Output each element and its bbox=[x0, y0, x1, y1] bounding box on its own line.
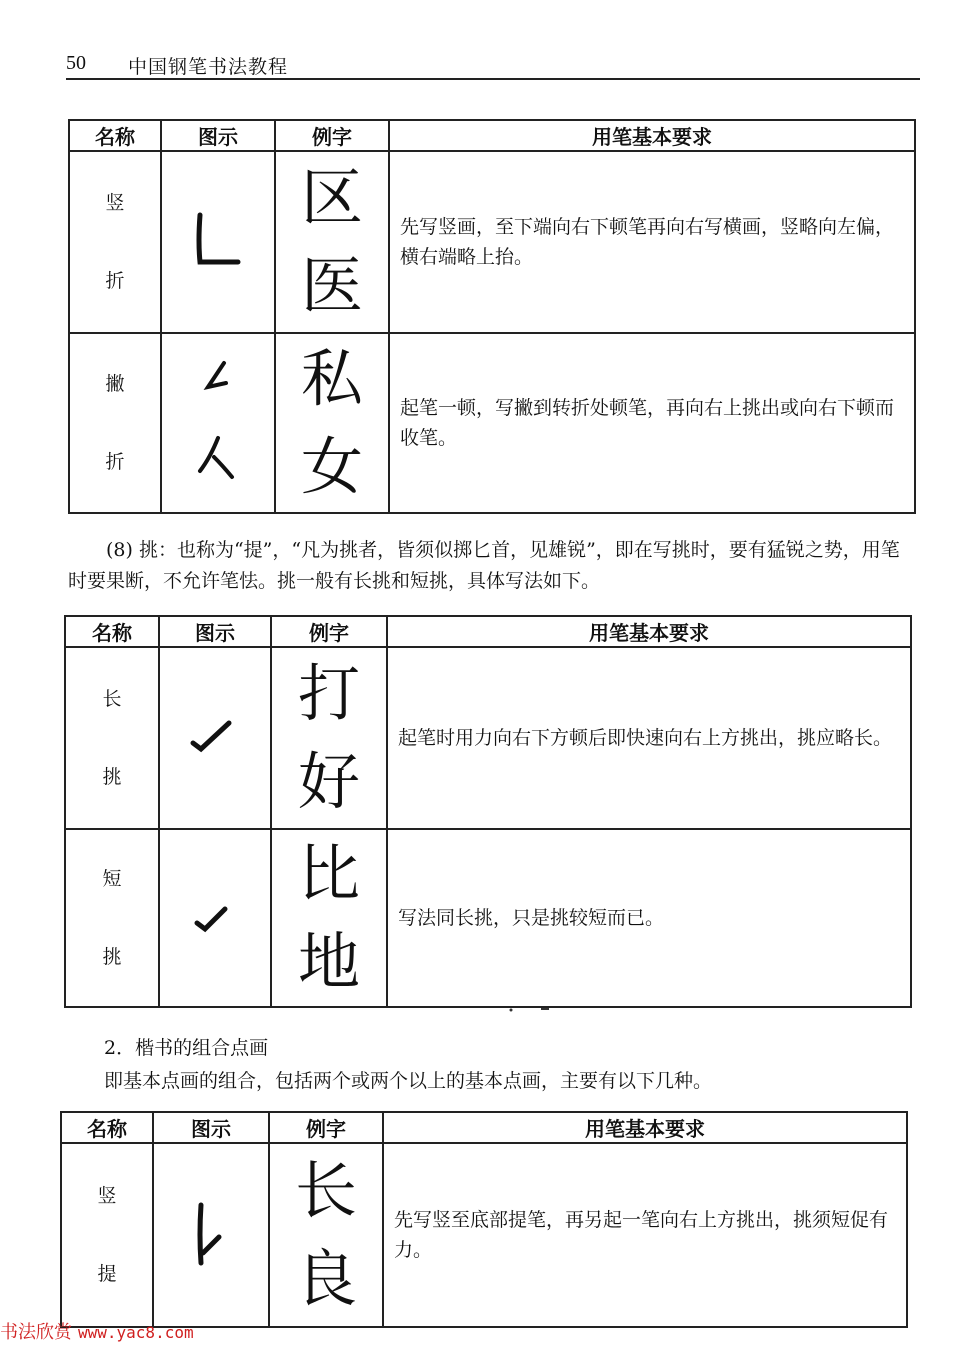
example-chars: 打 好 bbox=[271, 647, 387, 829]
stroke-requirement: 起笔一顿，写撇到转折处顿笔，再向右上挑出或向右下顿而收笔。 bbox=[389, 333, 915, 513]
site-watermark bbox=[0, 1318, 194, 1344]
long-rising-stroke-icon bbox=[185, 713, 245, 763]
stroke-name: 竖 提 bbox=[61, 1143, 153, 1327]
stroke-table-1 bbox=[68, 119, 916, 514]
stroke-requirement: 先写竖画，至下端向右下顿笔再向右写横画，竖略向左偏，横右端略上抬。 bbox=[389, 151, 915, 333]
stroke-diagram bbox=[153, 1143, 269, 1327]
stroke-name: 短 挑 bbox=[65, 829, 159, 1007]
stroke-name: 撇 折 bbox=[69, 333, 161, 513]
stroke-table-3 bbox=[60, 1111, 908, 1328]
page-number: 50 bbox=[66, 52, 86, 74]
stroke-diagram bbox=[161, 333, 275, 513]
stroke-table-2 bbox=[64, 615, 912, 1008]
stroke-requirement: 起笔时用力向右下方顿后即快速向右上方挑出，挑应略长。 bbox=[387, 647, 911, 829]
stroke-requirement: 先写竖至底部提笔，再另起一笔向右上方挑出，挑须短促有力。 bbox=[383, 1143, 907, 1327]
col-header-name: 名称 bbox=[69, 120, 161, 151]
table-row bbox=[61, 1143, 907, 1327]
table-row bbox=[69, 151, 915, 333]
stroke-requirement: 写法同长挑，只是挑较短而已。 bbox=[387, 829, 911, 1007]
vertical-rising-stroke-icon bbox=[181, 1195, 241, 1275]
col-header-example: 例字 bbox=[275, 120, 389, 151]
col-header-example: 例字 bbox=[269, 1112, 383, 1143]
vertical-fold-stroke-icon bbox=[188, 207, 248, 277]
example-chars: 比 地 bbox=[271, 829, 387, 1007]
col-header-name: 名称 bbox=[65, 616, 159, 647]
stroke-name: 竖 折 bbox=[69, 151, 161, 333]
example-chars: 区 医 bbox=[275, 151, 389, 333]
watermark-text: 书法欣赏 bbox=[0, 1322, 72, 1343]
watermark-url[interactable]: www.yac8.com bbox=[78, 1323, 194, 1342]
page-header bbox=[66, 48, 920, 80]
stroke-name: 长 挑 bbox=[65, 647, 159, 829]
paragraph-tiao: (8) 挑：也称为“提”，“凡为挑者，皆须似掷匕首，见雄锐”，即在写挑时，要有猛锐之势，用笔时要果断，不允许笔怯。挑一般有长挑和短挑，具体写法如下。 bbox=[68, 539, 900, 592]
table-row bbox=[69, 333, 915, 513]
book-title: 中国钢笔书法教程 bbox=[128, 56, 289, 78]
col-header-diagram: 图示 bbox=[159, 616, 271, 647]
col-header-requirement: 用笔基本要求 bbox=[389, 120, 915, 151]
example-chars: 长 良 bbox=[269, 1143, 383, 1327]
section-title: 2．楷书的组合点画 bbox=[104, 1037, 269, 1059]
left-falling-fold-stroke-icon bbox=[188, 353, 248, 493]
col-header-diagram: 图示 bbox=[153, 1112, 269, 1143]
table-row bbox=[65, 829, 911, 1007]
col-header-name: 名称 bbox=[61, 1112, 153, 1143]
short-rising-stroke-icon bbox=[185, 893, 245, 943]
print-specks bbox=[505, 1000, 555, 1019]
col-header-requirement: 用笔基本要求 bbox=[383, 1112, 907, 1143]
stroke-diagram bbox=[161, 151, 275, 333]
section-intro: 即基本点画的组合，包括两个或两个以上的基本点画，主要有以下几种。 bbox=[104, 1070, 713, 1092]
example-chars: 私 女 bbox=[275, 333, 389, 513]
col-header-example: 例字 bbox=[271, 616, 387, 647]
stroke-diagram bbox=[159, 647, 271, 829]
col-header-requirement: 用笔基本要求 bbox=[387, 616, 911, 647]
table-row bbox=[65, 647, 911, 829]
stroke-diagram bbox=[159, 829, 271, 1007]
col-header-diagram: 图示 bbox=[161, 120, 275, 151]
